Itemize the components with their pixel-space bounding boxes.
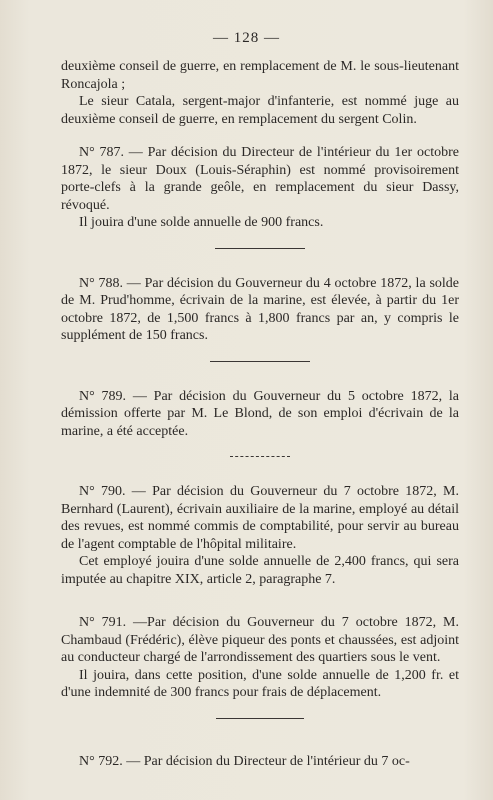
decision-entry-792 [61,753,459,771]
entry-paragraph: N° 788. — Par décision du Gouverneur du 4 octobre 1872, la solde de M. Prud'homme, écrivain de la marine, est élevée, à partir du 1er octobre 1872, de 1,500 francs à 1,800 francs par an, y compris le supplément de 150 francs. [61,275,459,343]
page-number: — 128 — [213,30,280,46]
entry-paragraph: Il jouira, dans cette position, d'une solde annuelle de 1,200 fr. et d'une indemnité de 300 francs pour frais de déplacement. [61,667,459,700]
section-divider [230,456,290,457]
entry-paragraph: Cet employé jouira d'une solde annuelle de 2,400 francs, qui sera imputée au chapitre XIX, article 2, paragraphe 7. [61,554,459,587]
decision-entry-790 [61,483,459,588]
section-divider [215,248,305,249]
decision-entry-788 [61,275,459,345]
entry-paragraph: N° 787. — Par décision du Directeur de l'intérieur du 1er octobre 1872, le sieur Doux (Louis-Séraphin) est nommé provisoirement porte-clefs à la grande geôle, en remplacement du sieur Dassy, révoqué. [61,145,459,213]
continuation-paragraph: deuxième conseil de guerre, en remplacement de M. le sous-lieutenant Roncajola ; [61,59,459,92]
entry-paragraph: N° 792. — Par décision du Directeur de l'intérieur du 7 oc- [79,753,410,769]
decision-entry-791 [61,614,459,702]
section-divider [210,361,310,362]
page-body [61,58,459,770]
entry-paragraph: Il jouira d'une solde annuelle de 900 francs. [79,215,324,230]
entry-paragraph: N° 790. — Par décision du Gouverneur du 7 octobre 1872, M. Bernhard (Laurent), écrivain auxiliaire de la marine, employé au détail des revues, est nommé commis de comptabilité, pour servir au bureau de l'agent comptable de l'hôpital militaire. [61,484,459,552]
decision-entry-789 [61,388,459,441]
continuation-paragraph: Le sieur Catala, sergent-major d'infanterie, est nommé juge au deuxième conseil de guerre, en remplacement du sergent Colin. [61,94,459,127]
section-divider [216,718,304,719]
entry-paragraph: N° 791. —Par décision du Gouverneur du 7 octobre 1872, M. Chambaud (Frédéric), élève piqueur des ponts et chaussées, est adjoint au conducteur chargé de l'arrondissement des quartiers sous le vent. [61,615,459,665]
decision-entry-787 [61,144,459,232]
entry-paragraph: N° 789. — Par décision du Gouverneur du 5 octobre 1872, la démission offerte par M. Le Blond, de son emploi d'écrivain de la marine, a été acceptée. [61,388,459,439]
